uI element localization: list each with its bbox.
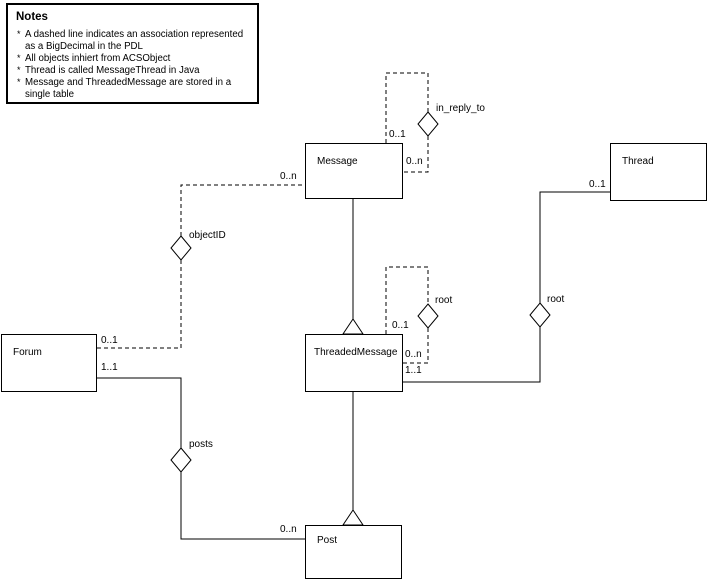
note-text: Message and ThreadedMessage are stored in a single table <box>25 77 232 100</box>
diamond-in-reply-to <box>418 112 438 136</box>
note-item <box>16 29 253 53</box>
association-name-root-thread: root <box>547 294 565 305</box>
association-name-root-self: root <box>435 295 453 306</box>
entity-label: Post <box>317 535 338 546</box>
association-name-in-reply-to: in_reply_to <box>436 103 485 114</box>
entity-thread <box>610 143 707 201</box>
entity-post <box>305 525 402 579</box>
generalization-triangle-post <box>343 510 363 525</box>
objectid-connector-b <box>181 185 305 236</box>
bullet-icon: * <box>17 65 21 75</box>
note-item <box>16 77 253 101</box>
association-name-objectid: objectID <box>189 230 226 241</box>
multiplicity-root-self-source: 0..1 <box>392 320 409 331</box>
multiplicity-posts-forum: 1..1 <box>101 362 118 373</box>
bullet-icon: * <box>17 29 21 39</box>
multiplicity-root-threadedmessage: 1..1 <box>405 365 422 376</box>
note-item <box>16 53 253 65</box>
posts-connector-a <box>97 378 181 448</box>
multiplicity-objectid-message: 0..n <box>280 171 297 182</box>
note-item <box>16 65 253 77</box>
entity-label: Message <box>317 156 358 167</box>
note-text: Thread is called MessageThread in Java <box>25 65 200 76</box>
multiplicity-root-self-target: 0..n <box>405 349 422 360</box>
root-thread-connector-a <box>540 192 610 303</box>
entity-label: Thread <box>622 156 654 167</box>
entity-threaded-message <box>305 334 403 392</box>
note-text: All objects inhiert from ACSObject <box>25 53 171 64</box>
bullet-icon: * <box>17 53 21 63</box>
entity-forum <box>1 334 97 392</box>
entity-message <box>305 143 403 199</box>
multiplicity-root-thread: 0..1 <box>589 179 606 190</box>
multiplicity-in-reply-to-source: 0..1 <box>389 129 406 140</box>
multiplicity-objectid-forum: 0..1 <box>101 335 118 346</box>
notes-title: Notes <box>16 11 48 23</box>
bullet-icon: * <box>17 77 21 87</box>
note-text: A dashed line indicates an association represented as a BigDecimal in the PDL <box>25 29 244 52</box>
diamond-root-thread <box>530 303 550 327</box>
generalization-triangle-threadedmessage <box>343 319 363 334</box>
notes-box <box>6 3 259 104</box>
entity-label: ThreadedMessage <box>314 347 398 358</box>
multiplicity-posts-post: 0..n <box>280 524 297 535</box>
diamond-posts <box>171 448 191 472</box>
diamond-objectid <box>171 236 191 260</box>
entity-label: Forum <box>13 347 42 358</box>
multiplicity-in-reply-to-target: 0..n <box>406 156 423 167</box>
association-name-posts: posts <box>189 439 213 450</box>
root-thread-connector-b <box>403 327 540 382</box>
diamond-root-self <box>418 304 438 328</box>
